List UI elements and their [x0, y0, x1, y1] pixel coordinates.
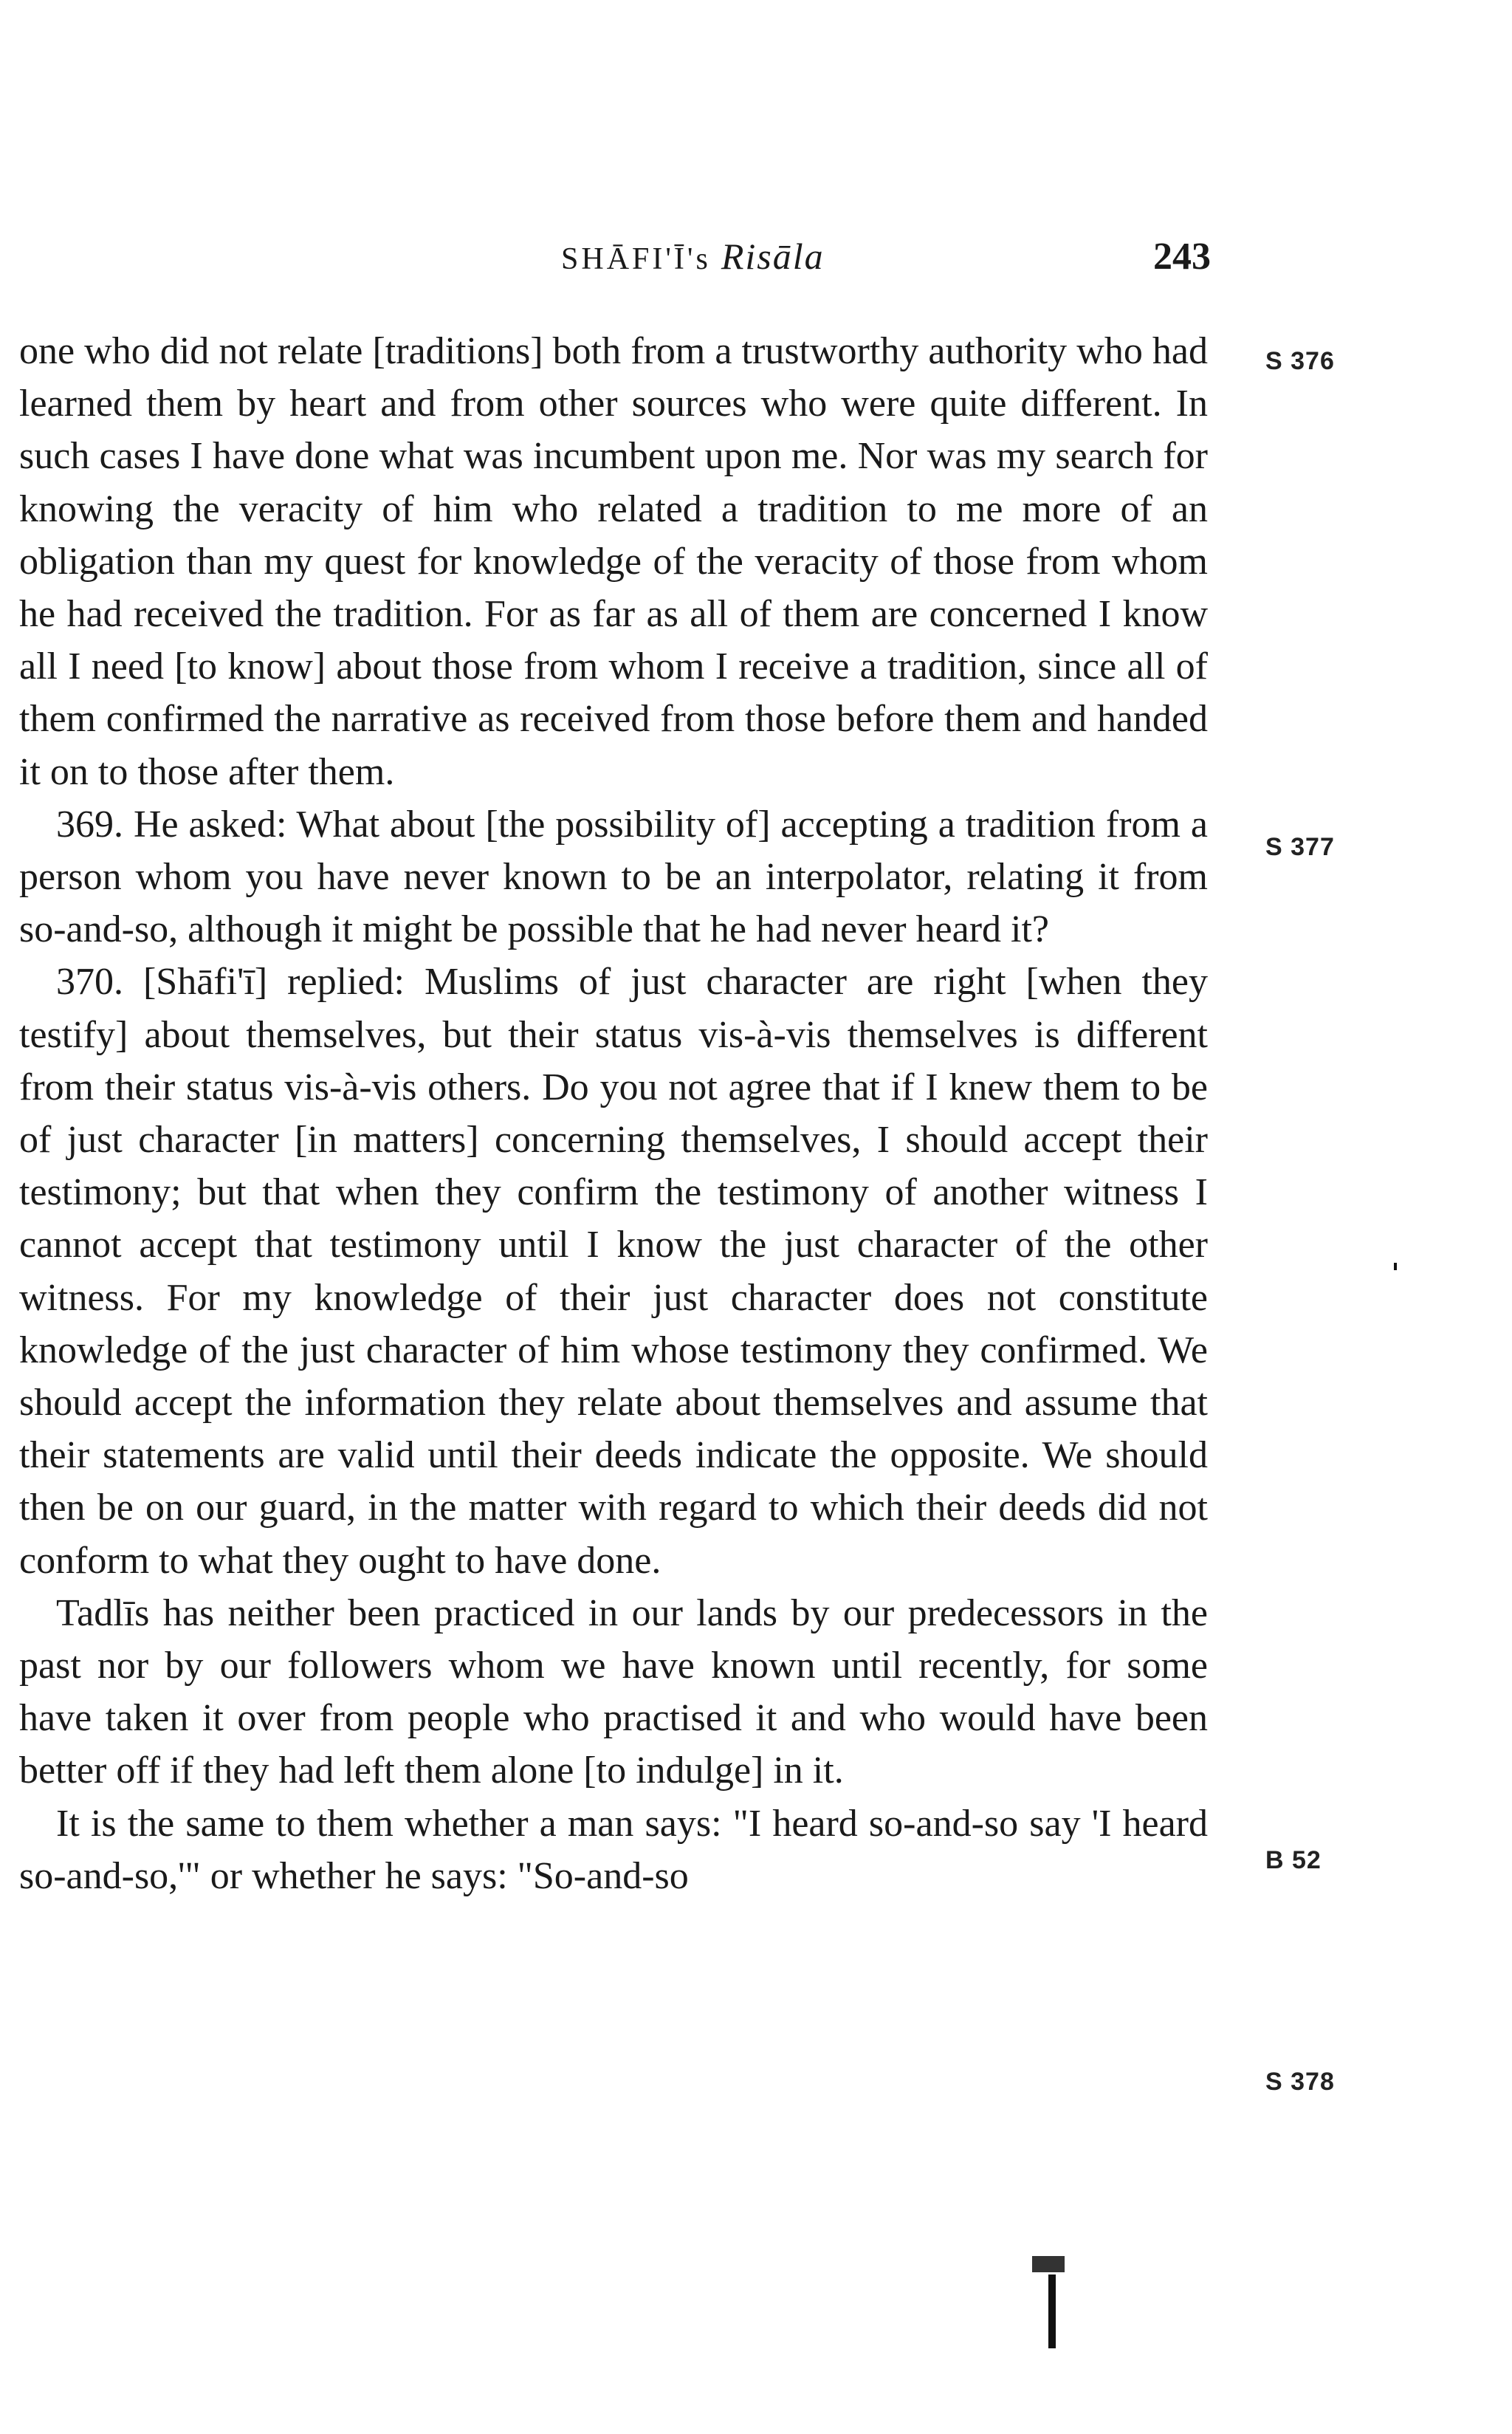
paragraph-tadlis: Tadlīs has neither been practiced in our lands by our predecessors in the past nor by our followers whom we have known until recently, for some have taken it over from people who practised it and who would have been better off if they had left them alone [to indulge] in it.	[19, 1591, 1208, 1792]
margin-reference: B 52	[1265, 1846, 1322, 1874]
paragraph-369: 369. He asked: What about [the possibility of] accepting a tradition from a person whom you have never known to be an interpolator, relating it from so-and-so, although it might be possible that he had never heard it?	[19, 803, 1208, 951]
paragraph-370: 370. [Shāfi'ī] replied: Muslims of just character are right [when they testify] about themselves, but their status vis-à-vis themselves is different from their status vis-à-vis others. Do you not agree that if I knew them to be of just character [in matters] concerning themselves, I should accept their testimony; but that when they confirm the testimony of another witness I cannot accept that testimony until I know the just character of the other witness. For my knowledge of their just character does not constitute knowledge of the just character of him whose testimony they confirmed. We should accept the information they relate about themselves and assume that their statements are valid until their deeds indicate the opposite. We should then be on our guard, in the matter with regard to which their deeds did not conform to what they ought to have done.	[19, 961, 1208, 1582]
scan-artifact	[1048, 2274, 1056, 2348]
scan-artifact	[1394, 1263, 1397, 1270]
running-header	[561, 235, 1211, 287]
scan-artifact	[1032, 2256, 1065, 2272]
paragraph-continuation: one who did not relate [traditions] both from a trustworthy authority who had learned them by heart and from other sources who were quite different. In such cases I have done what was incumbent upon me. Nor was my search for knowing the veracity of him who related a tradition to me more of an obligation than my quest for knowledge of the veracity of those from whom he had received the tradition. For as far as all of them are concerned I know all I need [to know] about those from whom I receive a tradition, since all of them confirmed the narrative as received from those before them and handed it on to those after them.	[19, 330, 1208, 793]
margin-reference: S 376	[1265, 347, 1335, 375]
header-author: SHĀFI'Ī's	[561, 242, 711, 276]
header-title: Risāla	[721, 236, 825, 277]
body-text	[19, 325, 1208, 1902]
margin-reference: S 377	[1265, 833, 1335, 861]
paragraph-same-to-them: It is the same to them whether a man says: "I heard so-and-so say 'I heard so-and-so,'" or whether he says: "So-and-so	[19, 1802, 1208, 1897]
margin-reference: S 378	[1265, 2068, 1335, 2096]
page-number: 243	[1153, 236, 1211, 278]
